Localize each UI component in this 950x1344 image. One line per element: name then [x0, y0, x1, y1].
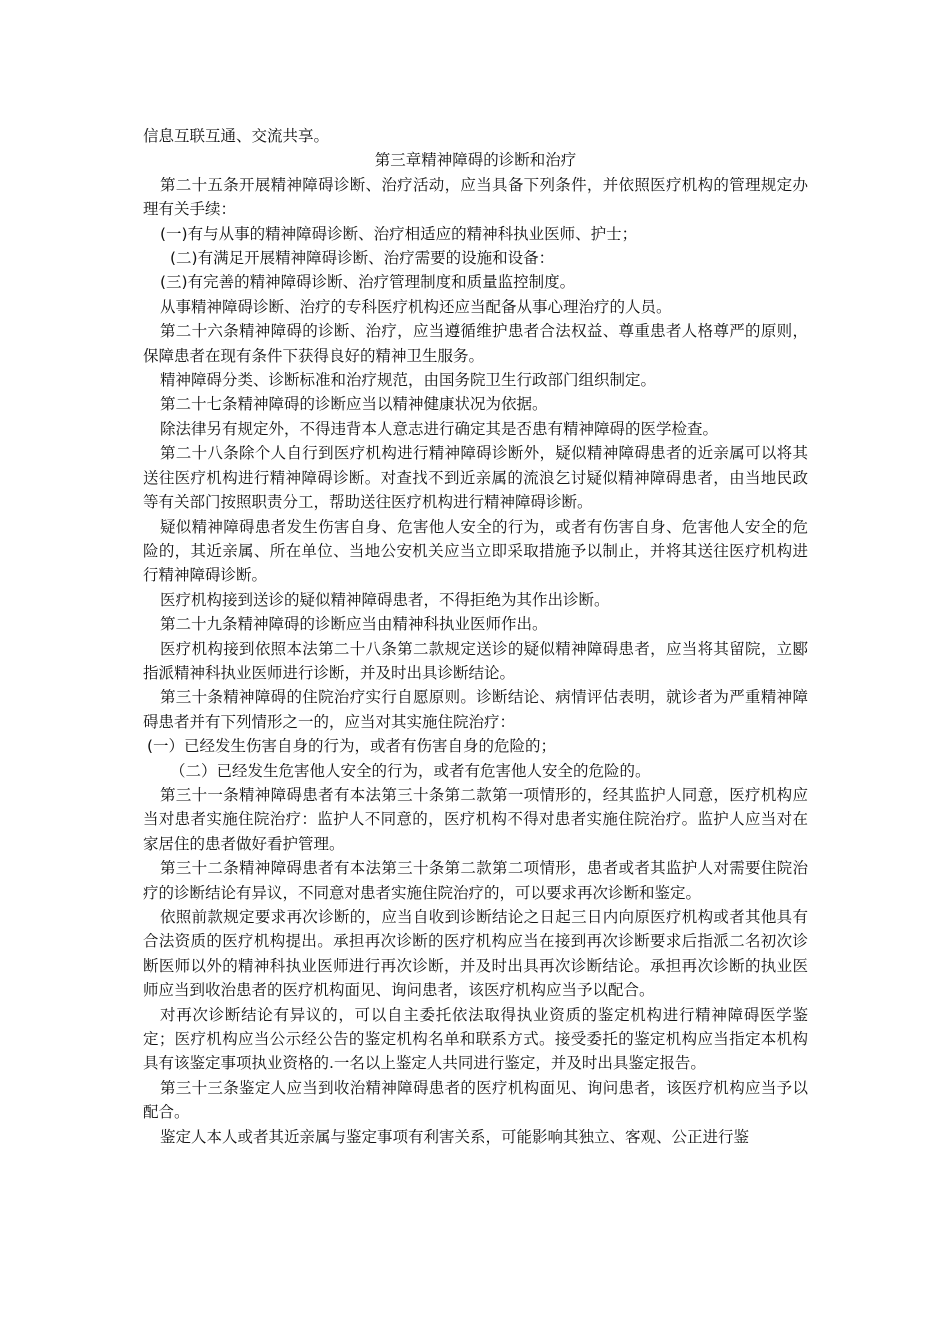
paragraph: (二)有满足开展精神障碍诊断、治疗需要的设施和设备：	[170, 249, 555, 268]
paragraph: 依照前款规定要求再次诊断的，应当自收到诊断结论之日起三日内向原医疗机构或者其他具有合法资质的医疗机构提出。承担再次诊断的医疗机构应当在接到再次诊断要求后指派二名初次诊断医师以外的精神科执业医师进行再次诊断，并及时出具再次诊断结论。承担再次诊断的执业医师应当到收治患者的医疗机构面见、询问患者，该医疗机构应当予以配合。	[143, 908, 808, 1000]
paragraph: 第二十七条精神障碍的诊断应当以精神健康状况为依据。	[160, 395, 548, 414]
paragraph: 第三十二条精神障碍患者有本法第三十条第二款第二项情形，患者或者其监护人对需要住院治疗的诊断结论有异议，不同意对患者实施住院治疗的，可以要求再次诊断和鉴定。	[143, 859, 808, 902]
paragraph: 第二十九条精神障碍的诊断应当由精神科执业医师作出。	[160, 615, 548, 634]
paragraph: 第三十条精神障碍的住院治疗实行自愿原则。诊断结论、病情评估表明，就诊者为严重精神障碍患者并有下列情形之一的，应当对其实施住院治疗：	[143, 688, 808, 731]
paragraph: 从事精神障碍诊断、治疗的专科医疗机构还应当配备从事心理治疗的人员。	[160, 297, 672, 316]
paragraph: (一）已经发生伤害自身的行为，或者有伤害自身的危险的；	[147, 737, 557, 756]
paragraph: 精神障碍分类、诊断标准和治疗规范，由国务院卫生行政部门组织制定。	[160, 371, 657, 390]
paragraph: 医疗机构接到送诊的疑似精神障碍患者，不得拒绝为其作出诊断。	[160, 590, 610, 609]
paragraph: 第二十八条除个人自行到医疗机构进行精神障碍诊断外，疑似精神障碍患者的近亲属可以将其送往医疗机构进行精神障碍诊断。对查找不到近亲属的流浪乞讨疑似精神障碍患者，由当地民政等有关部门按照职责分工，帮助送往医疗机构进行精神障碍诊断。	[143, 444, 808, 512]
paragraph: 第二十五条开展精神障碍诊断、治疗活动，应当具备下列条件，并依照医疗机构的管理规定办理有关手续：	[143, 175, 808, 219]
paragraph: (一)有与从事的精神障碍诊断、治疗相适应的精神科执业医师、护士；	[160, 224, 638, 243]
paragraph: 除法律另有规定外，不得违背本人意志进行确定其是否患有精神障碍的医学检查。	[160, 419, 719, 438]
paragraph: 医疗机构接到依照本法第二十八条第二款规定送诊的疑似精神障碍患者，应当将其留院，立郾指派精神科执业医师进行诊断，并及时出具诊断结论。	[143, 639, 808, 682]
paragraph: 鉴定人本人或者其近亲属与鉴定事项有利害关系，可能影响其独立、客观、公正进行鉴	[160, 1127, 750, 1146]
paragraph: （二）已经发生危害他人安全的行为，或者有危害他人安全的危险的。	[170, 761, 651, 780]
document-page	[143, 124, 808, 1149]
paragraph: 疑似精神障碍患者发生伤害自身、危害他人安全的行为，或者有伤害自身、危害他人安全的危险的，其近亲属、所在单位、当地公安机关应当立即采取措施予以制止，并将其送往医疗机构进行精神障碍诊断。	[143, 517, 808, 585]
paragraph: 对再次诊断结论有异议的，可以自主委托依法取得执业资质的鉴定机构进行精神障碍医学鉴定；医疗机构应当公示经公告的鉴定机构名单和联系方式。接受委托的鉴定机构应当指定本机构具有该鉴定事项执业资格的.一名以上鉴定人共同进行鉴定，并及时出具鉴定报告。	[143, 1005, 808, 1073]
chapter-title: 第三章精神障碍的诊断和治疗	[374, 151, 577, 170]
paragraph: 第二十六条精神障碍的诊断、治疗，应当遵循维护患者合法权益、尊重患者人格尊严的原则，保障患者在现有条件下获得良好的精神卫生服务。	[143, 322, 808, 365]
continuation-text: 信息互联互通、交流共享。	[143, 127, 330, 145]
paragraph: 第三十三条鉴定人应当到收治精神障碍患者的医疗机构面见、询问患者，该医疗机构应当予以配合。	[143, 1078, 808, 1122]
paragraph: 第三十一条精神障碍患者有本法第三十条第二款第一项情形的，经其监护人同意，医疗机构应当对患者实施住院治疗：监护人不同意的，医疗机构不得对患者实施住院治疗。监护人应当对在家居住的患者做好看护管理。	[143, 785, 808, 853]
paragraph: (三)有完善的精神障碍诊断、治疗管理制度和质量监控制度。	[160, 273, 576, 292]
